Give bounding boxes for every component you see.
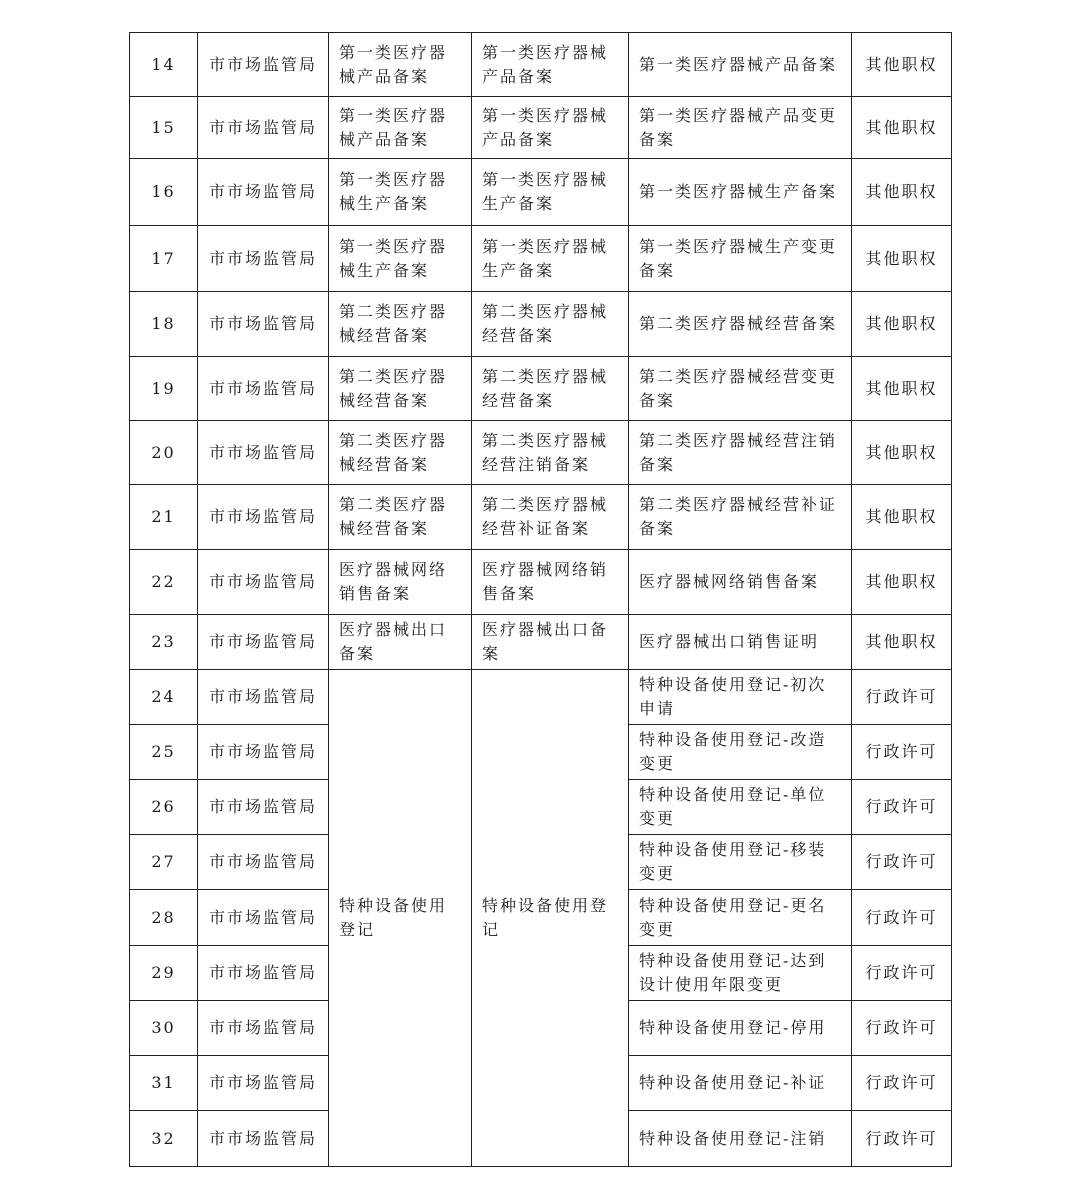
business-item-cell: 特种设备使用登记-补证 [629,1056,852,1111]
business-item-cell: 特种设备使用登记-移装变更 [629,835,852,890]
power-type-cell: 其他职权 [852,485,952,550]
business-item-cell: 特种设备使用登记-更名变更 [629,890,852,946]
department-cell: 市市场监管局 [198,226,329,292]
sub-item-cell: 第一类医疗器械产品备案 [472,97,629,159]
power-type-cell: 行政许可 [852,890,952,946]
main-item-cell: 第二类医疗器械经营备案 [329,485,472,550]
main-item-cell: 第二类医疗器械经营备案 [329,357,472,421]
table-row [130,159,952,226]
department-cell: 市市场监管局 [198,550,329,615]
table-row [130,485,952,550]
sub-item-cell: 第二类医疗器械经营备案 [472,292,629,357]
business-item-cell: 第一类医疗器械生产备案 [629,159,852,226]
row-number: 18 [130,292,198,357]
sub-item-cell: 第二类医疗器械经营备案 [472,357,629,421]
business-item-cell: 特种设备使用登记-停用 [629,1001,852,1056]
table-row [130,550,952,615]
sub-item-cell: 第二类医疗器械经营补证备案 [472,485,629,550]
power-type-cell: 其他职权 [852,226,952,292]
row-number: 28 [130,890,198,946]
department-cell: 市市场监管局 [198,890,329,946]
business-item-cell: 特种设备使用登记-达到设计使用年限变更 [629,946,852,1001]
business-item-cell: 医疗器械网络销售备案 [629,550,852,615]
department-cell: 市市场监管局 [198,1056,329,1111]
row-number: 15 [130,97,198,159]
business-item-cell: 特种设备使用登记-改造变更 [629,725,852,780]
row-number: 23 [130,615,198,670]
business-item-cell: 特种设备使用登记-初次申请 [629,670,852,725]
department-cell: 市市场监管局 [198,670,329,725]
sub-item-cell: 第一类医疗器械产品备案 [472,33,629,97]
row-number: 25 [130,725,198,780]
sub-item-cell: 医疗器械网络销售备案 [472,550,629,615]
sub-item-cell: 第一类医疗器械生产备案 [472,226,629,292]
department-cell: 市市场监管局 [198,946,329,1001]
row-number: 30 [130,1001,198,1056]
row-number: 20 [130,421,198,485]
sub-item-cell: 医疗器械出口备案 [472,615,629,670]
department-cell: 市市场监管局 [198,33,329,97]
department-cell: 市市场监管局 [198,615,329,670]
main-item-cell: 第一类医疗器械生产备案 [329,226,472,292]
power-type-cell: 其他职权 [852,292,952,357]
business-item-cell: 特种设备使用登记-注销 [629,1111,852,1167]
department-cell: 市市场监管局 [198,725,329,780]
department-cell: 市市场监管局 [198,292,329,357]
row-number: 31 [130,1056,198,1111]
sub-item-merged-cell: 特种设备使用登记 [472,670,629,1167]
main-item-cell: 第二类医疗器械经营备案 [329,421,472,485]
row-number: 17 [130,226,198,292]
power-type-cell: 其他职权 [852,97,952,159]
department-cell: 市市场监管局 [198,1001,329,1056]
power-type-cell: 其他职权 [852,159,952,226]
department-cell: 市市场监管局 [198,835,329,890]
table-row [130,357,952,421]
table-row [130,97,952,159]
main-item-cell: 医疗器械网络销售备案 [329,550,472,615]
power-type-cell: 其他职权 [852,33,952,97]
power-type-cell: 其他职权 [852,550,952,615]
power-type-cell: 其他职权 [852,421,952,485]
main-item-cell: 医疗器械出口备案 [329,615,472,670]
department-cell: 市市场监管局 [198,1111,329,1167]
power-type-cell: 行政许可 [852,1056,952,1111]
business-item-cell: 第二类医疗器械经营变更备案 [629,357,852,421]
power-type-cell: 其他职权 [852,357,952,421]
main-item-cell: 第一类医疗器械产品备案 [329,97,472,159]
sub-item-cell: 第一类医疗器械生产备案 [472,159,629,226]
table-row [130,670,952,725]
row-number: 29 [130,946,198,1001]
department-cell: 市市场监管局 [198,97,329,159]
row-number: 21 [130,485,198,550]
power-type-cell: 行政许可 [852,725,952,780]
business-item-cell: 第二类医疗器械经营注销备案 [629,421,852,485]
table-row [130,615,952,670]
row-number: 24 [130,670,198,725]
main-item-merged-cell: 特种设备使用登记 [329,670,472,1167]
business-item-cell: 第二类医疗器械经营备案 [629,292,852,357]
department-cell: 市市场监管局 [198,159,329,226]
business-item-cell: 第二类医疗器械经营补证备案 [629,485,852,550]
department-cell: 市市场监管局 [198,780,329,835]
power-type-cell: 行政许可 [852,670,952,725]
power-type-cell: 行政许可 [852,780,952,835]
power-type-cell: 其他职权 [852,615,952,670]
main-item-cell: 第一类医疗器械生产备案 [329,159,472,226]
row-number: 19 [130,357,198,421]
main-item-cell: 第二类医疗器械经营备案 [329,292,472,357]
table-row [130,33,952,97]
row-number: 22 [130,550,198,615]
department-cell: 市市场监管局 [198,357,329,421]
business-item-cell: 第一类医疗器械产品备案 [629,33,852,97]
sub-item-cell: 第二类医疗器械经营注销备案 [472,421,629,485]
business-item-cell: 医疗器械出口销售证明 [629,615,852,670]
table-row [130,292,952,357]
row-number: 16 [130,159,198,226]
power-list-table [129,32,952,1167]
power-type-cell: 行政许可 [852,946,952,1001]
table-row [130,421,952,485]
main-item-cell: 第一类医疗器械产品备案 [329,33,472,97]
table-row [130,226,952,292]
row-number: 27 [130,835,198,890]
row-number: 26 [130,780,198,835]
power-type-cell: 行政许可 [852,835,952,890]
business-item-cell: 第一类医疗器械产品变更备案 [629,97,852,159]
power-type-cell: 行政许可 [852,1001,952,1056]
department-cell: 市市场监管局 [198,421,329,485]
department-cell: 市市场监管局 [198,485,329,550]
row-number: 14 [130,33,198,97]
business-item-cell: 特种设备使用登记-单位变更 [629,780,852,835]
row-number: 32 [130,1111,198,1167]
business-item-cell: 第一类医疗器械生产变更备案 [629,226,852,292]
table-body [130,33,952,1167]
power-type-cell: 行政许可 [852,1111,952,1167]
